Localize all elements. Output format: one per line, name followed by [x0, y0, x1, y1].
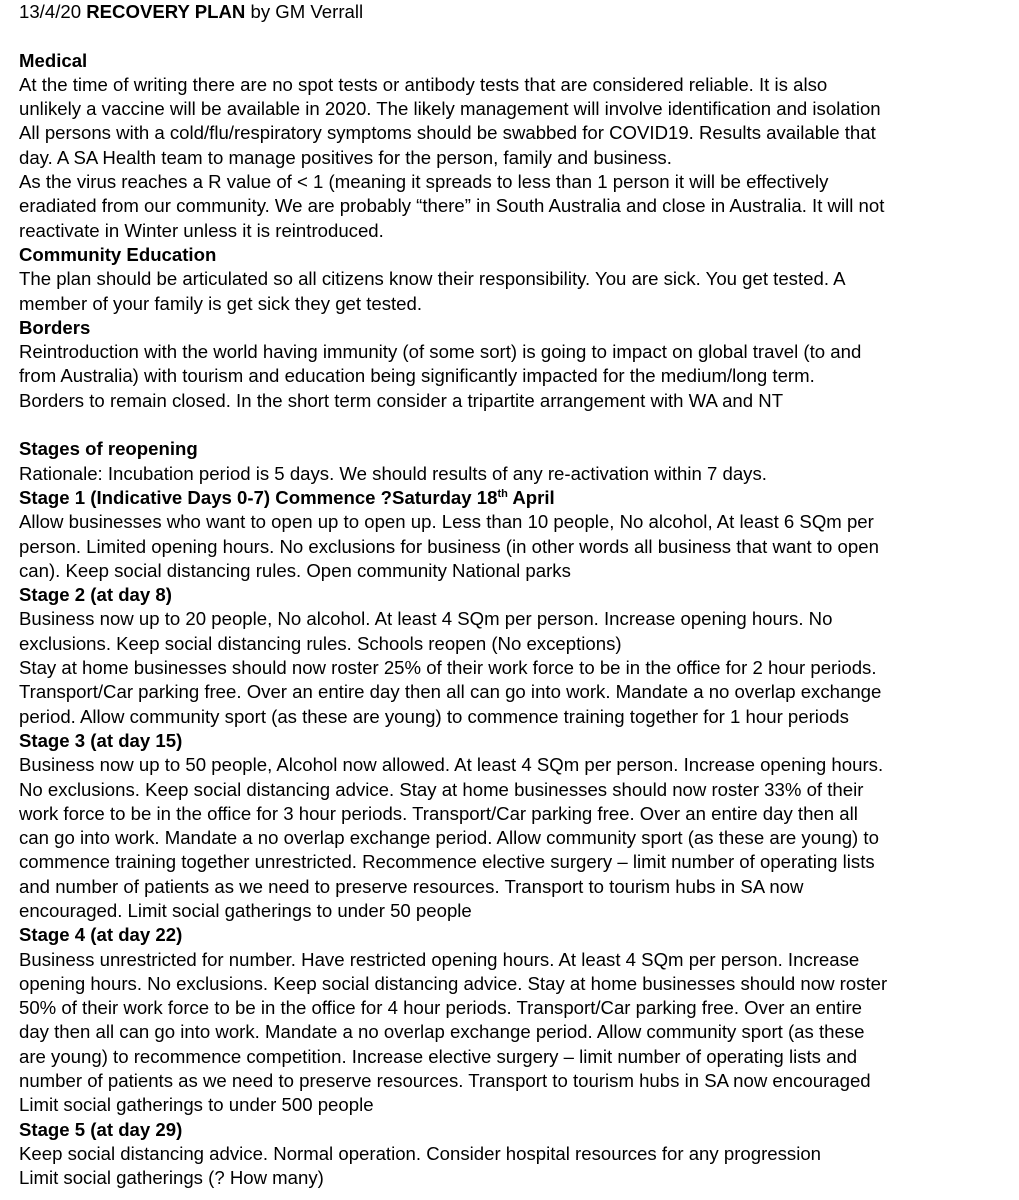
- text-line: No exclusions. Keep social distancing advice. Stay at home businesses should now roster 33% of their: [19, 778, 864, 800]
- text-line: Limit social gatherings to under 500 people: [19, 1094, 374, 1116]
- text-line: Stay at home businesses should now roster 25% of their work force to be in the office for 2 hour periods.: [19, 657, 877, 679]
- ordinal-suffix: th: [497, 487, 508, 500]
- stage-2-heading: Stage 2 (at day 8): [19, 584, 172, 606]
- text-line: work force to be in the office for 3 hour periods. Transport/Car parking free. Over an entire day then all: [19, 802, 858, 824]
- section-heading-borders: Borders: [19, 316, 91, 338]
- text-line: At the time of writing there are no spot tests or antibody tests that are considered reliable. It is also: [19, 73, 828, 95]
- text-line: Borders to remain closed. In the short term consider a tripartite arrangement with WA and NT: [19, 389, 784, 411]
- stage-1-heading: [19, 486, 1009, 510]
- text-line: As the virus reaches a R value of < 1 (meaning it spreads to less than 1 person it will be effectively: [19, 171, 829, 193]
- text-line: Limit social gatherings (? How many): [19, 1167, 324, 1189]
- stage-3-heading: Stage 3 (at day 15): [19, 729, 183, 751]
- text-line: are young) to recommence competition. Increase elective surgery – limit number of operating lists and: [19, 1045, 858, 1067]
- text-line: Allow businesses who want to open up to open up. Less than 10 people, No alcohol, At least 6 SQm per: [19, 511, 874, 533]
- document-header: [19, 0, 1009, 24]
- text-line: opening hours. No exclusions. Keep social distancing advice. Stay at home businesses should now roster: [19, 972, 888, 994]
- stage-5-body: [19, 1142, 1009, 1191]
- stage-1-body: [19, 510, 1009, 583]
- section-heading-medical: Medical: [19, 49, 88, 71]
- text-line: from Australia) with tourism and education being significantly impacted for the medium/long term.: [19, 365, 815, 387]
- text-line: All persons with a cold/flu/respiratory symptoms should be swabbed for COVID19. Results available that: [19, 122, 876, 144]
- document-date: 13/4/20: [19, 1, 82, 22]
- stage-1-heading-text: Stage 1 (Indicative Days 0-7) Commence ?Saturday 18: [19, 486, 498, 508]
- section-heading-community-education: Community Education: [19, 243, 217, 265]
- text-line: period. Allow community sport (as these are young) to commence training together for 1 hour periods: [19, 705, 849, 727]
- document-author: by GM Verrall: [250, 1, 364, 22]
- document-title: RECOVERY PLAN: [86, 1, 246, 22]
- text-line: can go into work. Mandate a no overlap exchange period. Allow community sport (as these are young) to: [19, 827, 879, 849]
- stage-4-body: [19, 948, 1009, 1118]
- text-line: commence training together unrestricted. Recommence elective surgery – limit number of operating lists: [19, 851, 875, 873]
- stages-rationale: Rationale: Incubation period is 5 days. We should results of any re-activation within 7 days.: [19, 462, 767, 484]
- text-line: Reintroduction with the world having immunity (of some sort) is going to impact on global travel (to and: [19, 341, 862, 363]
- text-line: reactivate in Winter unless it is reintroduced.: [19, 219, 384, 241]
- stage-5-heading: Stage 5 (at day 29): [19, 1118, 183, 1140]
- stage-1-heading-month: April: [507, 486, 555, 508]
- text-line: day. A SA Health team to manage positives for the person, family and business.: [19, 146, 672, 168]
- section-body-community-education: [19, 267, 1009, 316]
- text-line: 50% of their work force to be in the office for 4 hour periods. Transport/Car parking free. Over an entire: [19, 997, 863, 1019]
- spacer: [19, 24, 1009, 48]
- spacer: [19, 413, 1009, 437]
- section-heading-stages: Stages of reopening: [19, 438, 198, 460]
- text-line: Transport/Car parking free. Over an entire day then all can go into work. Mandate a no overlap exchange: [19, 681, 882, 703]
- text-line: day then all can go into work. Mandate a no overlap exchange period. Allow community sport (as these: [19, 1021, 865, 1043]
- section-body-borders: [19, 340, 1009, 413]
- text-line: The plan should be articulated so all citizens know their responsibility. You are sick. You get tested. A: [19, 268, 846, 290]
- text-line: Keep social distancing advice. Normal operation. Consider hospital resources for any progression: [19, 1142, 822, 1164]
- stage-4-heading: Stage 4 (at day 22): [19, 924, 183, 946]
- section-body-medical: [19, 73, 1009, 243]
- text-line: encouraged. Limit social gatherings to under 50 people: [19, 899, 472, 921]
- text-line: exclusions. Keep social distancing rules. Schools reopen (No exceptions): [19, 632, 622, 654]
- text-line: person. Limited opening hours. No exclusions for business (in other words all business that want to open: [19, 535, 879, 557]
- stage-2-body: [19, 607, 1009, 728]
- text-line: member of your family is get sick they get tested.: [19, 292, 423, 314]
- text-line: can). Keep social distancing rules. Open community National parks: [19, 559, 571, 581]
- text-line: and number of patients as we need to preserve resources. Transport to tourism hubs in SA now: [19, 875, 804, 897]
- text-line: unlikely a vaccine will be available in 2020. The likely management will involve identification and isolation: [19, 98, 881, 120]
- text-line: Business unrestricted for number. Have restricted opening hours. At least 4 SQm per person. Increase: [19, 948, 860, 970]
- stage-3-body: [19, 753, 1009, 923]
- text-line: number of patients as we need to preserve resources. Transport to tourism hubs in SA now encouraged: [19, 1070, 871, 1092]
- text-line: eradiated from our community. We are probably “there” in South Australia and close in Australia. It will not: [19, 195, 885, 217]
- text-line: Business now up to 50 people, Alcohol now allowed. At least 4 SQm per person. Increase opening hours.: [19, 754, 884, 776]
- text-line: Business now up to 20 people, No alcohol. At least 4 SQm per person. Increase opening hours. No: [19, 608, 833, 630]
